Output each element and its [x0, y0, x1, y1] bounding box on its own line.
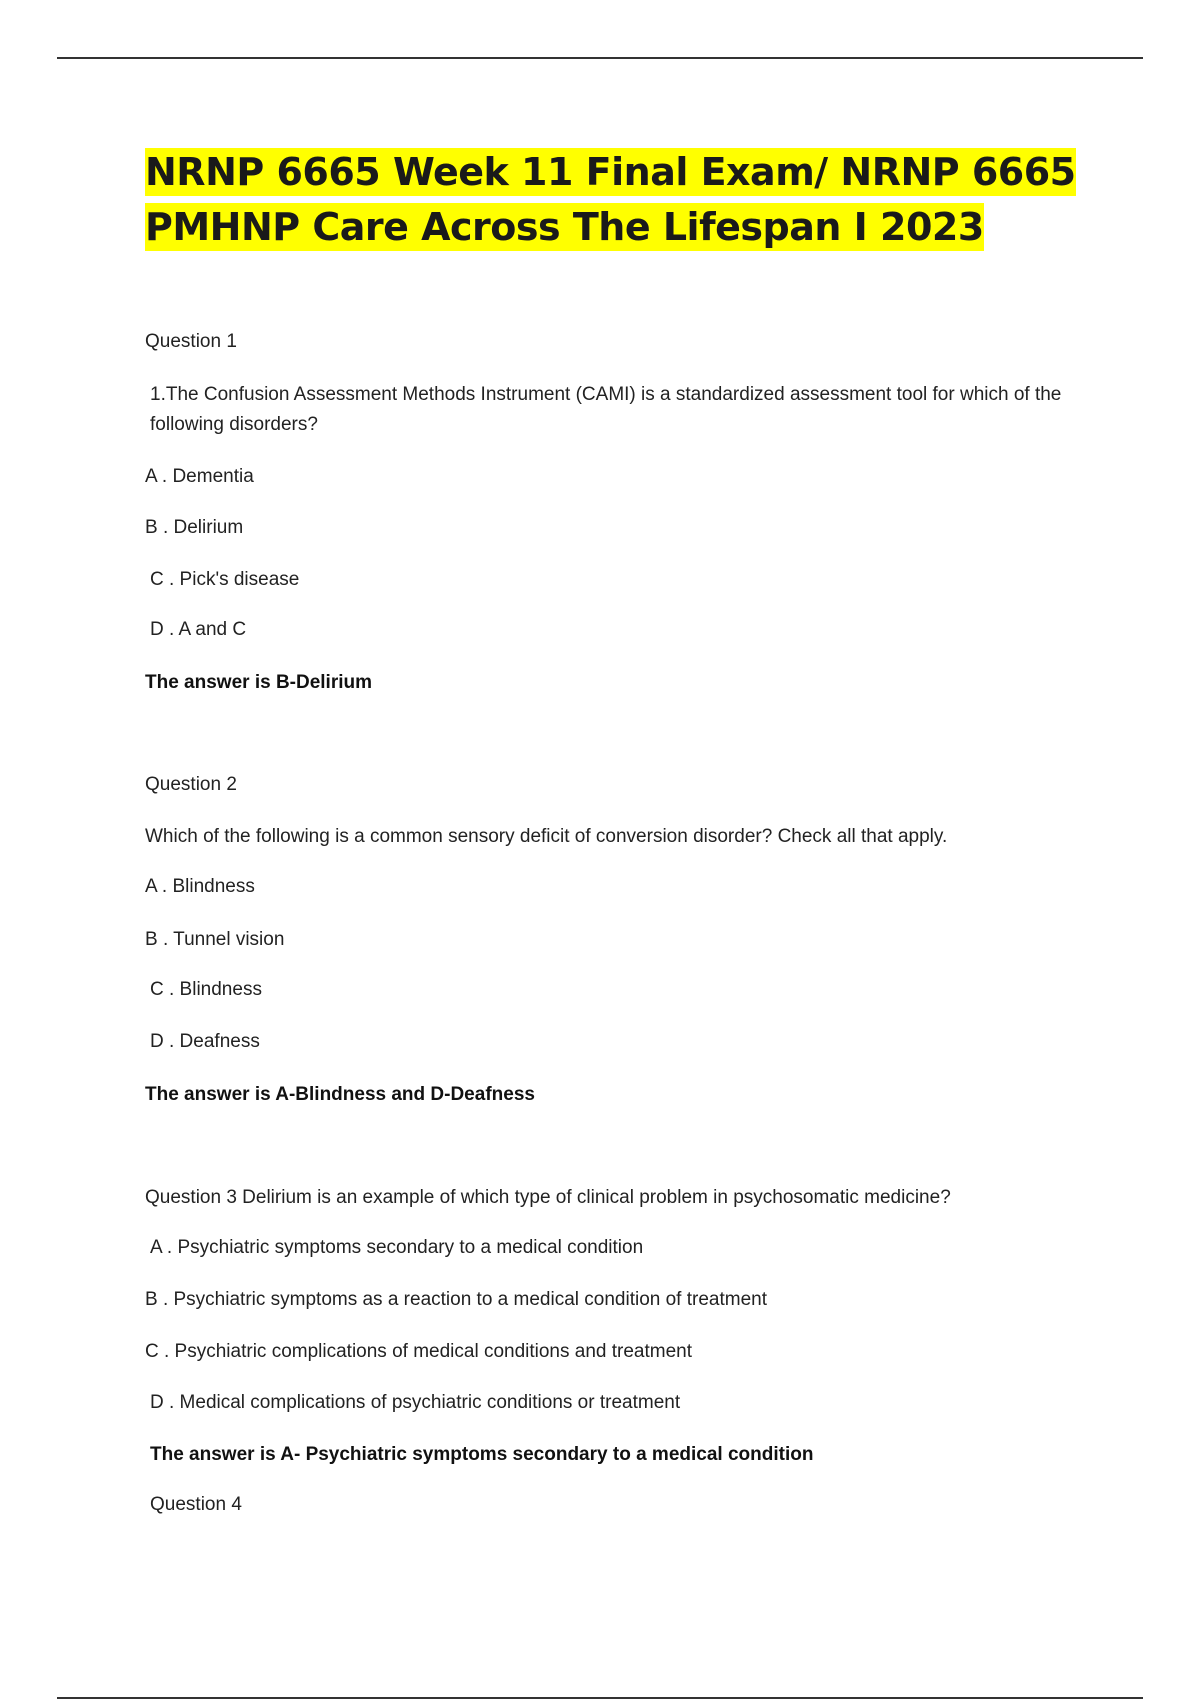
- question-1-option-c: C . Pick's disease: [150, 569, 300, 590]
- question-3-option-b: B . Psychiatric symptoms as a reaction to a medical condition of treatment: [145, 1289, 767, 1310]
- question-2-option-c: C . Blindness: [150, 979, 262, 1000]
- question-1-option-d: D . A and C: [150, 619, 247, 640]
- bottom-divider: [57, 1697, 1143, 1699]
- question-1-answer: The answer is B-Delirium: [145, 672, 373, 693]
- question-4-label: Question 4: [150, 1494, 242, 1515]
- question-1-text: 1.The Confusion Assessment Methods Instrument (CAMI) is a standardized assessment tool for which of the following disorders?: [150, 384, 1062, 435]
- question-3-text: Question 3 Delirium is an example of which type of clinical problem in psychosomatic medicine?: [145, 1187, 951, 1208]
- question-3-option-a: A . Psychiatric symptoms secondary to a medical condition: [150, 1237, 644, 1258]
- question-3-option-c: C . Psychiatric complications of medical conditions and treatment: [145, 1341, 693, 1362]
- title-line-2: PMHNP Care Across The Lifespan I 2023: [145, 205, 984, 249]
- top-divider: [57, 57, 1143, 59]
- title-line-1: NRNP 6665 Week 11 Final Exam/ NRNP 6665: [145, 150, 1076, 194]
- question-2-label: Question 2: [145, 774, 237, 795]
- page-title: [145, 145, 1125, 255]
- question-2-option-d: D . Deafness: [150, 1031, 260, 1052]
- question-2-option-a: A . Blindness: [145, 876, 255, 897]
- question-3-option-d: D . Medical complications of psychiatric conditions or treatment: [150, 1392, 681, 1413]
- question-3-answer: The answer is A- Psychiatric symptoms secondary to a medical condition: [150, 1444, 814, 1465]
- question-2-text: Which of the following is a common sensory deficit of conversion disorder? Check all that apply.: [145, 826, 948, 847]
- question-2-answer: The answer is A-Blindness and D-Deafness: [145, 1084, 535, 1105]
- question-1-option-a: A . Dementia: [145, 466, 254, 487]
- question-1-label: Question 1: [145, 331, 237, 352]
- question-1-option-b: B . Delirium: [145, 517, 244, 538]
- question-2-option-b: B . Tunnel vision: [145, 929, 285, 950]
